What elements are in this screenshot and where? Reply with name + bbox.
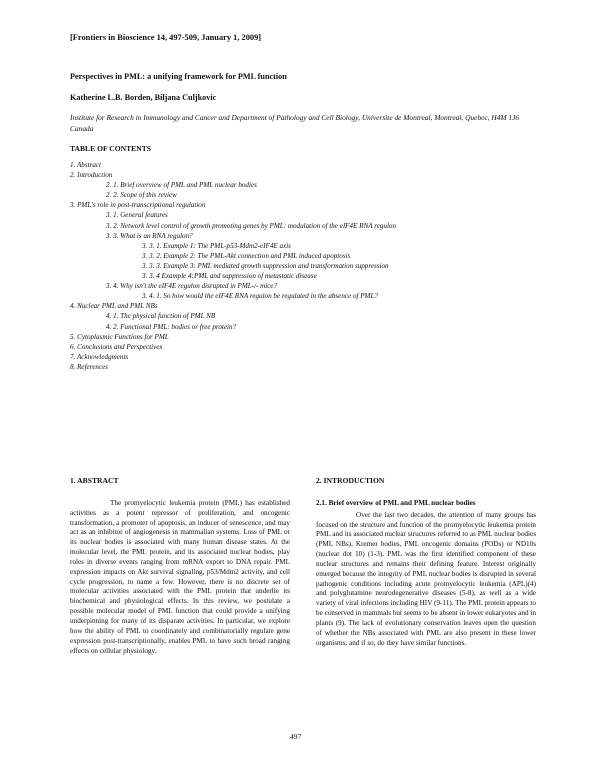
introduction-column — [316, 476, 536, 649]
toc-item: 3. 3. 4 Example 4:PML and suppression of metastatic disease — [142, 272, 317, 281]
toc-item: 4. Nuclear PML and PML NBs — [70, 302, 158, 311]
author-list: Katherine L.B. Borden, Biljana Culjkovic — [70, 93, 217, 102]
toc-item: 3. 3. What is an RNA regulon? — [106, 231, 193, 240]
abstract-column — [70, 476, 290, 656]
toc-item: 6. Conclusions and Perspectives — [70, 342, 163, 351]
abstract-body: The promyelocytic leukemia protein (PML) has established activities as a potent repressor of proliferation, and oncogenic transformation, a promoter of apoptosis, an inducer of senescence, and may act as an inhibitor of angiogenesis in mammalian systems. Loss of PML or its nuclear bodies is associated with many human disease states. At the molecular level, the PML protein, and its associated nuclear bodies, play roles in diverse events ranging from mRNA export to DNA repair. PML expression impacts on Akt survival signaling, p53/Mdm2 activity, and cell cycle progression, to name a few. However, there is no discrete set of molecular activities associated with the PML protein that underlie its biochemical and physiological effects. In this review, we postulate a possible molecular model of PML function that could provide a unifying underpinning for many of its disparate activities. In particular, we explore how the ability of PML to coordinately and combinatorially regulate gene expression post-transcriptionally, enables PML to have such broad ranging effects on cellular physiology. — [70, 498, 290, 655]
affiliation: Institute for Research in Immunology and Cancer and Department of Pathology and Cell Biology, Universite de Montreal, Montreal, Quebec, H4M 1J6 Canada — [70, 113, 520, 133]
toc-item: 3. PML's role in post-transcriptional regulation — [70, 201, 206, 210]
toc-item: 3. 4. 1. So how would the eIF4E RNA regulon be regulated in the absence of PML? — [142, 292, 378, 301]
toc-item: 3. 2. Network level control of growth promoting genes by PML: modulation of the eIF4E RNA regulon — [106, 221, 397, 230]
toc-item: 4. 1. The physical function of PML NB — [106, 312, 216, 321]
table-of-contents — [70, 160, 550, 372]
toc-item: 3. 3. 3. Example 3: PML mediated growth suppression and transformation suppression — [142, 261, 389, 270]
toc-item: 3. 3. 2. Example 2: The PML-Akt connection and PML induced apoptosis — [142, 251, 351, 260]
toc-item: 4. 2. Functional PML: bodies or free protein? — [106, 322, 237, 331]
journal-header: [Frontiers in Bioscience 14, 497-509, January 1, 2009] — [70, 33, 262, 42]
toc-item: 8. References — [70, 362, 108, 371]
toc-item: 3. 4. Why isn't the eIF4E regulon disrupted in PML-/- mice? — [106, 282, 278, 291]
page-number: 497 — [290, 732, 302, 741]
toc-item: 3. 3. 1. Example 1: The PML-p53-Mdm2-eIF4E axis — [142, 241, 291, 250]
introduction-subheading: 2.1. Brief overview of PML and PML nuclear bodies — [316, 498, 476, 507]
toc-heading: TABLE OF CONTENTS — [70, 144, 152, 153]
toc-item: 2. 2. Scope of this review — [106, 191, 177, 200]
toc-item: 3. 1. General features — [106, 211, 168, 220]
introduction-body: Over the last two decades, the attention of many groups has focused on the structure and function of the promyelocytic leukemia protein PML and its associated nuclear structures referred to as PML nuclear bodies (PML NBs), Kremer bodies, PML oncogenic domains (PODs) or ND10s (nuclear dot 10) (1-3). PML was the first identified component of these nuclear structures and remains their defining feature. Interest originally emerged because the integrity of PML nuclear bodies is disrupted in several pathogenic conditions including acute promyelocytic leukemia (APL)(4) and polyglutamine neurodegenerative diseases (5-8), as well as a wide variety of viral infections including HIV (9-11). The PML protein appears to be conserved in mammals but seems to be absent in lower eukaryotes and in plants (9). The lack of evolutionary conservation leaves open the question of whether the NBs associated with PML are also present in these lower organisms, and if so, do they have similar functions. — [316, 510, 536, 647]
toc-item: 1. Abstract — [70, 161, 102, 169]
abstract-heading: 1. ABSTRACT — [70, 476, 119, 485]
toc-item: 5. Cytoplasmic Functions for PML — [70, 332, 169, 341]
paper-title: Perspectives in PML: a unifying framework for PML function — [70, 72, 287, 81]
toc-item: 7. Acknowledgments — [70, 352, 129, 361]
toc-item: 2. 1. Brief overview of PML and PML nuclear bodies — [106, 181, 257, 190]
toc-item: 2. Introduction — [70, 171, 113, 180]
introduction-heading: 2. INTRODUCTION — [316, 476, 385, 485]
